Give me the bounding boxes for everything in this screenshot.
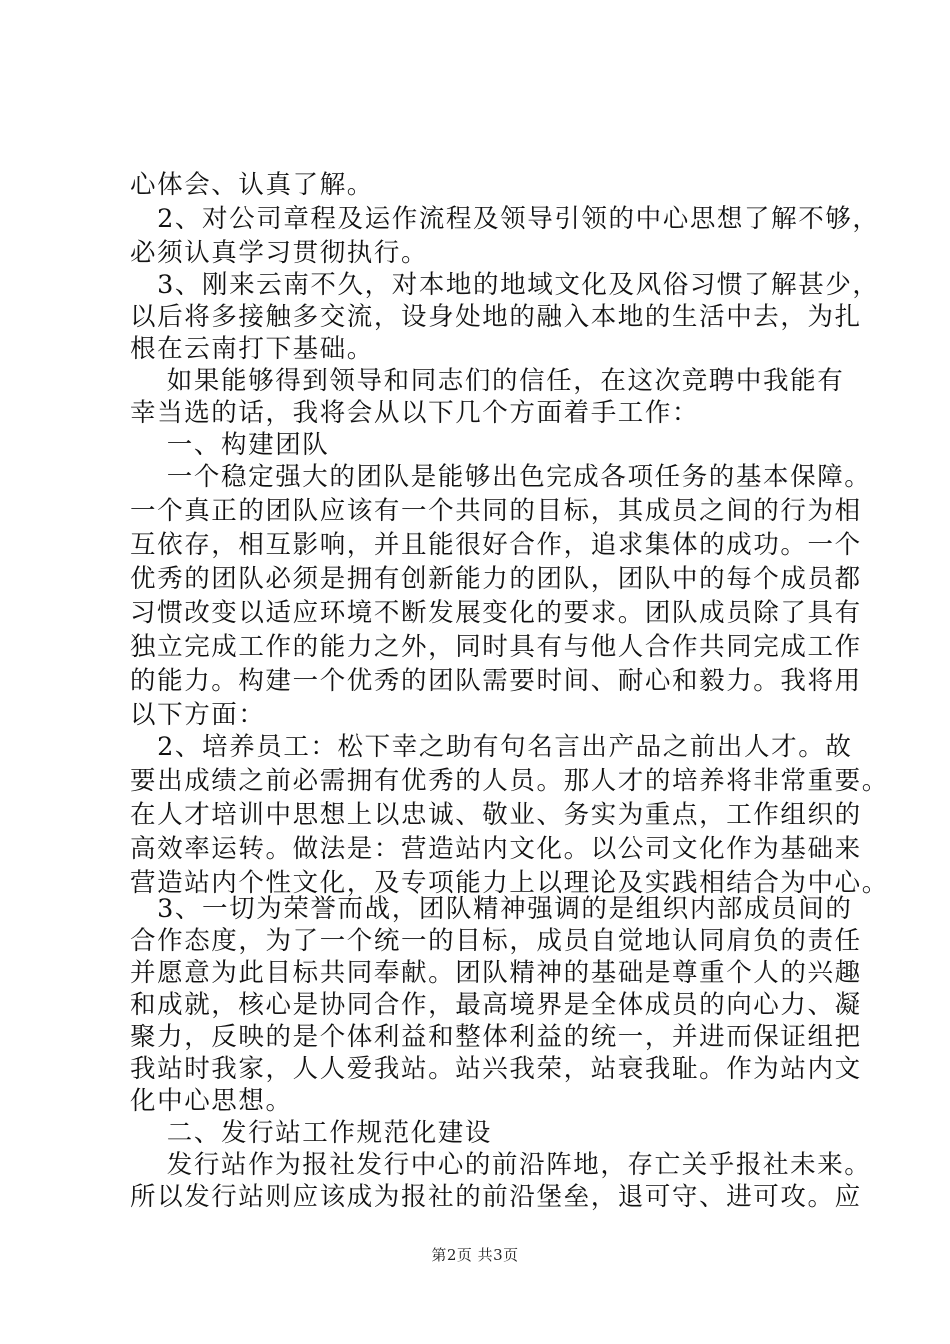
text-line: 在人才培训中思想上以忠诚、敬业、务实为重点，工作组织的: [130, 800, 862, 830]
text-line: 以下方面：: [130, 700, 266, 730]
section-heading: 一、构建团队: [130, 430, 330, 460]
text-line: 和成就，核心是协同合作，最高境界是全体成员的向心力、凝: [130, 990, 862, 1020]
text-line: 合作态度，为了一个统一的目标，成员自觉地认同肩负的责任: [130, 926, 862, 956]
text-line: 要出成绩之前必需拥有优秀的人员。那人才的培养将非常重要。: [130, 766, 889, 796]
text-line: 互依存，相互影响，并且能很好合作，追求集体的成功。一个: [130, 530, 862, 560]
text-line: 心体会、认真了解。: [130, 170, 374, 200]
text-line: 2、对公司章程及运作流程及领导引领的中心思想了解不够，: [130, 204, 880, 234]
text-line: 并愿意为此目标共同奉献。团队精神的基础是尊重个人的兴趣: [130, 958, 862, 988]
text-line: 如果能够得到领导和同志们的信任，在这次竞聘中我能有: [130, 366, 845, 396]
text-line: 聚力，反映的是个体利益和整体利益的统一，并进而保证组把: [130, 1022, 862, 1052]
text-line: 化中心思想。: [130, 1086, 293, 1116]
text-line: 我站时我家，人人爱我站。站兴我荣，站衰我耻。作为站内文: [130, 1054, 862, 1084]
text-line: 一个稳定强大的团队是能够出色完成各项任务的基本保障。: [130, 462, 872, 492]
text-line: 一个真正的团队应该有一个共同的目标，其成员之间的行为相: [130, 496, 862, 526]
text-line: 独立完成工作的能力之外，同时具有与他人合作共同完成工作: [130, 632, 862, 662]
text-line: 3、一切为荣誉而战，团队精神强调的是组织内部成员间的: [130, 894, 853, 924]
text-line: 幸当选的话，我将会从以下几个方面着手工作：: [130, 398, 700, 428]
text-line: 营造站内个性文化，及专项能力上以理论及实践相结合为中心。: [130, 868, 889, 898]
text-line: 2、培养员工：松下幸之助有句名言出产品之前出人才。故: [130, 732, 853, 762]
text-line: 3、刚来云南不久，对本地的地域文化及风俗习惯了解甚少，: [130, 270, 880, 300]
text-line: 必须认真学习贯彻执行。: [130, 238, 429, 268]
text-line: 的能力。构建一个优秀的团队需要时间、耐心和毅力。我将用: [130, 666, 862, 696]
text-line: 高效率运转。做法是：营造站内文化。以公司文化作为基础来: [130, 834, 862, 864]
text-line: 根在云南打下基础。: [130, 334, 374, 364]
text-line: 习惯改变以适应环境不断发展变化的要求。团队成员除了具有: [130, 598, 862, 628]
text-line: 发行站作为报社发行中心的前沿阵地，存亡关乎报社未来。: [130, 1150, 872, 1180]
page-footer: 第2页 共3页: [431, 1246, 519, 1264]
text-line: 优秀的团队必须是拥有创新能力的团队，团队中的每个成员都: [130, 564, 862, 594]
section-heading: 二、发行站工作规范化建设: [130, 1118, 493, 1148]
text-line: 以后将多接触多交流，设身处地的融入本地的生活中去，为扎: [130, 302, 862, 332]
text-line: 所以发行站则应该成为报社的前沿堡垒，退可守、进可攻。应: [130, 1182, 862, 1212]
